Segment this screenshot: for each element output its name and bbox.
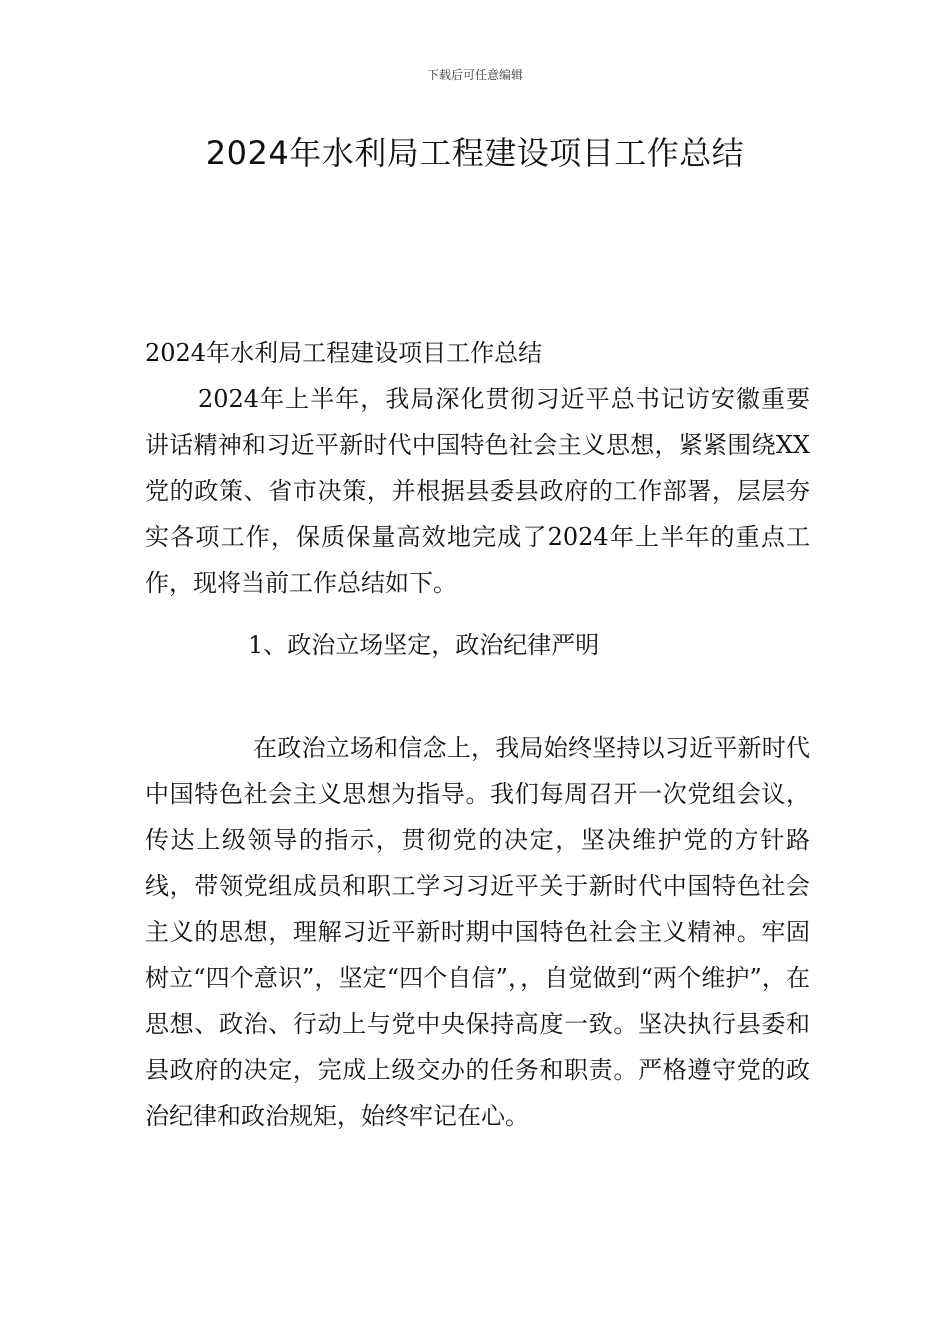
section-paragraph: 在政治立场和信念上，我局始终坚持以习近平新时代中国特色社会主义思想为指导。我们每周召开一次党组会议，传达上级领导的指示，贯彻党的决定，坚决维护党的方针路线，带领党组成员和职工学习习近平关于新时代中国特色社会主义的思想，理解习近平新时期中国特色社会主义精神。牢固树立“四个意识”，坚定“四个自信”，，自觉做到“两个维护”，在思想、政治、行动上与党中央保持高度一致。坚决执行县委和县政府的决定，完成上级交办的任务和职责。严格遵守党的政治纪律和政治规矩，始终牢记在心。: [145, 734, 810, 1130]
header-note: 下载后可任意编辑: [426, 68, 523, 82]
section-heading: 1、政治立场坚定，政治纪律严明: [248, 631, 600, 659]
intro-paragraph: 2024年上半年，我局深化贯彻习近平总书记访安徽重要讲话精神和习近平新时代中国特色社会主义思想，紧紧围绕XX党的政策、省市决策，并根据县委县政府的工作部署，层层夯实各项工作，保质保量高效地完成了2024年上半年的重点工作，现将当前工作总结如下。: [145, 385, 810, 597]
document-title: 2024年水利局工程建设项目工作总结: [205, 134, 745, 172]
document-subtitle: 2024年水利局工程建设项目工作总结: [145, 339, 543, 367]
